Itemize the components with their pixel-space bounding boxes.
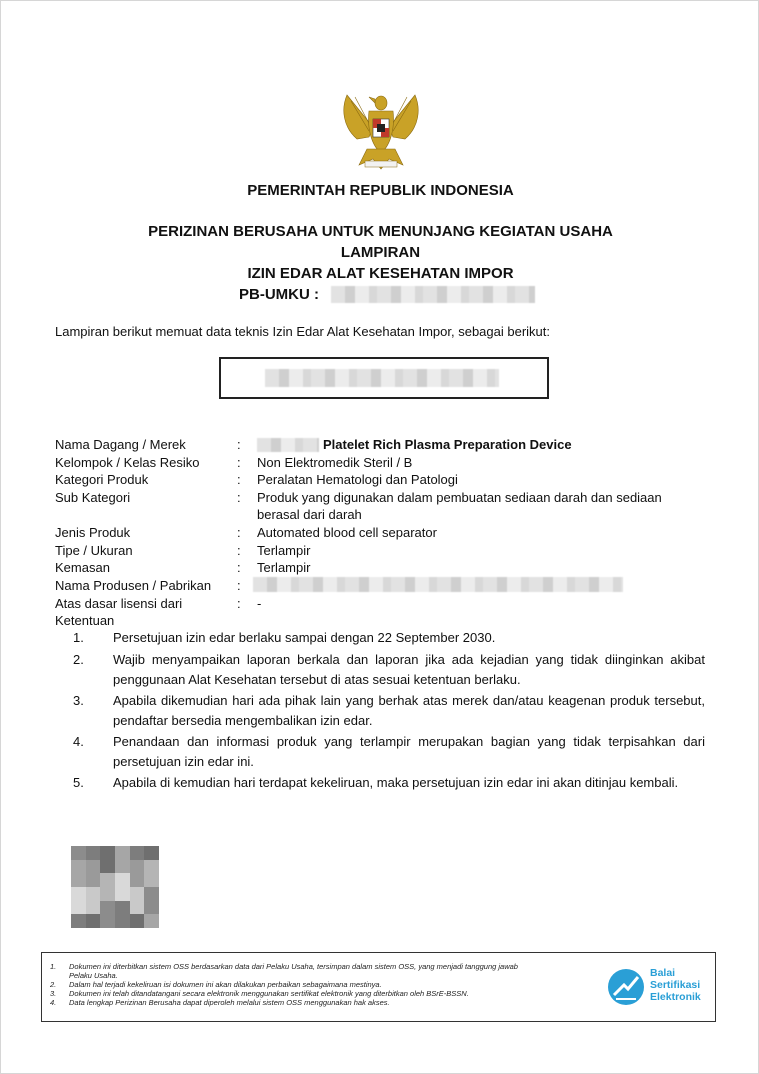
field-label-lisensi: Atas dasar lisensi dari (55, 596, 183, 611)
condition-text: Apabila dikemudian hari ada pihak lain yang berhak atas merek dan/atau keagenan produk tersebut, pendaftar bersedia mengembalikan izin edar. (113, 693, 705, 728)
condition-number: 2. (73, 652, 84, 667)
field-colon: : (237, 596, 241, 611)
field-value-sub-kategori-cont: berasal dari darah (257, 507, 362, 522)
footnote-text: Dokumen ini diterbitkan sistem OSS berdasarkan data dari Pelaku Usaha, tersimpan dalam sistem OSS, yang menjadi tanggung jawab (69, 962, 518, 971)
bse-logo-line2: Sertifikasi (650, 979, 701, 991)
field-colon: : (237, 437, 241, 452)
field-label-kategori: Kategori Produk (55, 472, 149, 487)
qr-cell (115, 901, 130, 915)
field-colon: : (237, 525, 241, 540)
field-colon: : (237, 490, 241, 505)
footnote-text: Dokumen ini telah ditandatangani secara elektronik menggunakan sertifikat elektronik yang diterbitkan oleh BSrE-BSSN. (69, 989, 469, 998)
footnote-number: 3. (50, 989, 57, 998)
field-colon: : (237, 472, 241, 487)
field-value-kemasan: Terlampir (257, 560, 311, 575)
condition-text: Persetujuan izin edar berlaku sampai dengan 22 September 2030. (113, 630, 496, 645)
footnote-text-cont: Pelaku Usaha. (69, 971, 118, 980)
condition-text: Penandaan dan informasi produk yang terlampir merupakan bagian yang tidak terpisahkan dari persetujuan izin edar ini. (113, 734, 705, 769)
footnote-number: 1. (50, 962, 57, 971)
qr-cell (71, 901, 86, 915)
qr-cell (100, 860, 115, 874)
field-label-sub-kategori: Sub Kategori (55, 490, 131, 505)
qr-cell (130, 901, 145, 915)
qr-cell (130, 860, 145, 874)
bse-logo-icon (606, 967, 646, 1007)
bse-logo (606, 963, 711, 1011)
qr-cell (100, 846, 115, 860)
condition-number: 4. (73, 734, 84, 749)
qr-cell (71, 873, 86, 887)
pb-umku-label: PB-UMKU : (239, 286, 319, 303)
field-value-tipe: Terlampir (257, 543, 311, 558)
qr-cell (86, 901, 101, 915)
qr-cell (115, 860, 130, 874)
qr-cell (130, 846, 145, 860)
bse-logo-line1: Balai (650, 967, 676, 979)
qr-cell (100, 901, 115, 915)
qr-cell (115, 846, 130, 860)
condition-number: 5. (73, 775, 84, 790)
field-label-produsen: Nama Produsen / Pabrikan (55, 578, 212, 593)
produsen-redacted (253, 577, 623, 592)
qr-cell (115, 873, 130, 887)
qr-cell (115, 887, 130, 901)
qr-cell (130, 887, 145, 901)
brand-redacted (257, 438, 319, 452)
field-label-jenis: Jenis Produk (55, 525, 131, 540)
qr-cell (130, 914, 145, 928)
qr-cell (115, 914, 130, 928)
condition-number: 1. (73, 630, 84, 645)
qr-cell (100, 873, 115, 887)
qr-cell (100, 887, 115, 901)
qr-cell (86, 887, 101, 901)
qr-cell (144, 901, 159, 915)
condition-text: Wajib menyampaikan laporan berkala dan laporan jika ada kejadian yang tidak diinginkan akibat penggunaan Alat Kesehatan tersebut di atas sesuai ketentuan berlaku. (113, 652, 705, 687)
qr-cell (144, 914, 159, 928)
intro-text: Lampiran berikut memuat data teknis Izin Edar Alat Kesehatan Impor, sebagai berikut: (55, 324, 550, 339)
qr-cell (100, 914, 115, 928)
field-value-jenis: Automated blood cell separator (257, 525, 437, 540)
qr-cell (71, 846, 86, 860)
qr-code-icon (71, 846, 159, 928)
field-label-kelompok: Kelompok / Kelas Resiko (55, 455, 200, 470)
permit-number-box (219, 357, 549, 399)
qr-cell (71, 914, 86, 928)
qr-cell (71, 860, 86, 874)
bse-logo-line3: Elektronik (650, 991, 701, 1003)
perizinan-title: PERIZINAN BERUSAHA UNTUK MENUNJANG KEGIATAN USAHA (148, 223, 613, 240)
field-label-nama-dagang: Nama Dagang / Merek (55, 437, 186, 452)
qr-cell (86, 860, 101, 874)
field-value-kelompok: Non Elektromedik Steril / B (257, 455, 413, 470)
qr-cell (86, 914, 101, 928)
qr-cell (144, 860, 159, 874)
field-value-sub-kategori: Produk yang digunakan dalam pembuatan sediaan darah dan sediaan (257, 490, 662, 505)
pb-umku-redacted (331, 286, 535, 303)
qr-cell (86, 846, 101, 860)
permit-number-redacted (265, 369, 499, 387)
field-colon: : (237, 578, 241, 593)
footnote-text: Data lengkap Perizinan Berusaha dapat diperoleh melalui sistem OSS menggunakan hak akses. (69, 998, 390, 1007)
field-value-lisensi: - (257, 596, 262, 611)
field-colon: : (237, 560, 241, 575)
qr-cell (130, 873, 145, 887)
garuda-emblem-icon (339, 87, 423, 173)
field-colon: : (237, 543, 241, 558)
condition-text: Apabila di kemudian hari terdapat kekeliruan, maka persetujuan izin edar ini akan ditinjau kembali. (113, 775, 679, 790)
ketentuan-label: Ketentuan (55, 613, 115, 628)
footnote-text: Dalam hal terjadi kekeliruan isi dokumen ini akan dilakukan perbaikan sebagaimana mestinya. (69, 980, 382, 989)
field-label-kemasan: Kemasan (55, 560, 110, 575)
footnote-number: 4. (50, 998, 57, 1007)
field-colon: : (237, 455, 241, 470)
qr-cell (144, 873, 159, 887)
condition-number: 3. (73, 693, 84, 708)
izin-type-title: IZIN EDAR ALAT KESEHATAN IMPOR (247, 265, 514, 282)
government-title: PEMERINTAH REPUBLIK INDONESIA (247, 182, 514, 199)
lampiran-title: LAMPIRAN (340, 244, 421, 261)
field-value-kategori: Peralatan Hematologi dan Patologi (257, 472, 458, 487)
qr-cell (86, 873, 101, 887)
qr-cell (71, 887, 86, 901)
qr-cell (144, 887, 159, 901)
field-label-tipe: Tipe / Ukuran (55, 543, 133, 558)
footnote-number: 2. (50, 980, 57, 989)
qr-cell (144, 846, 159, 860)
field-value-nama-dagang: Platelet Rich Plasma Preparation Device (323, 437, 572, 452)
